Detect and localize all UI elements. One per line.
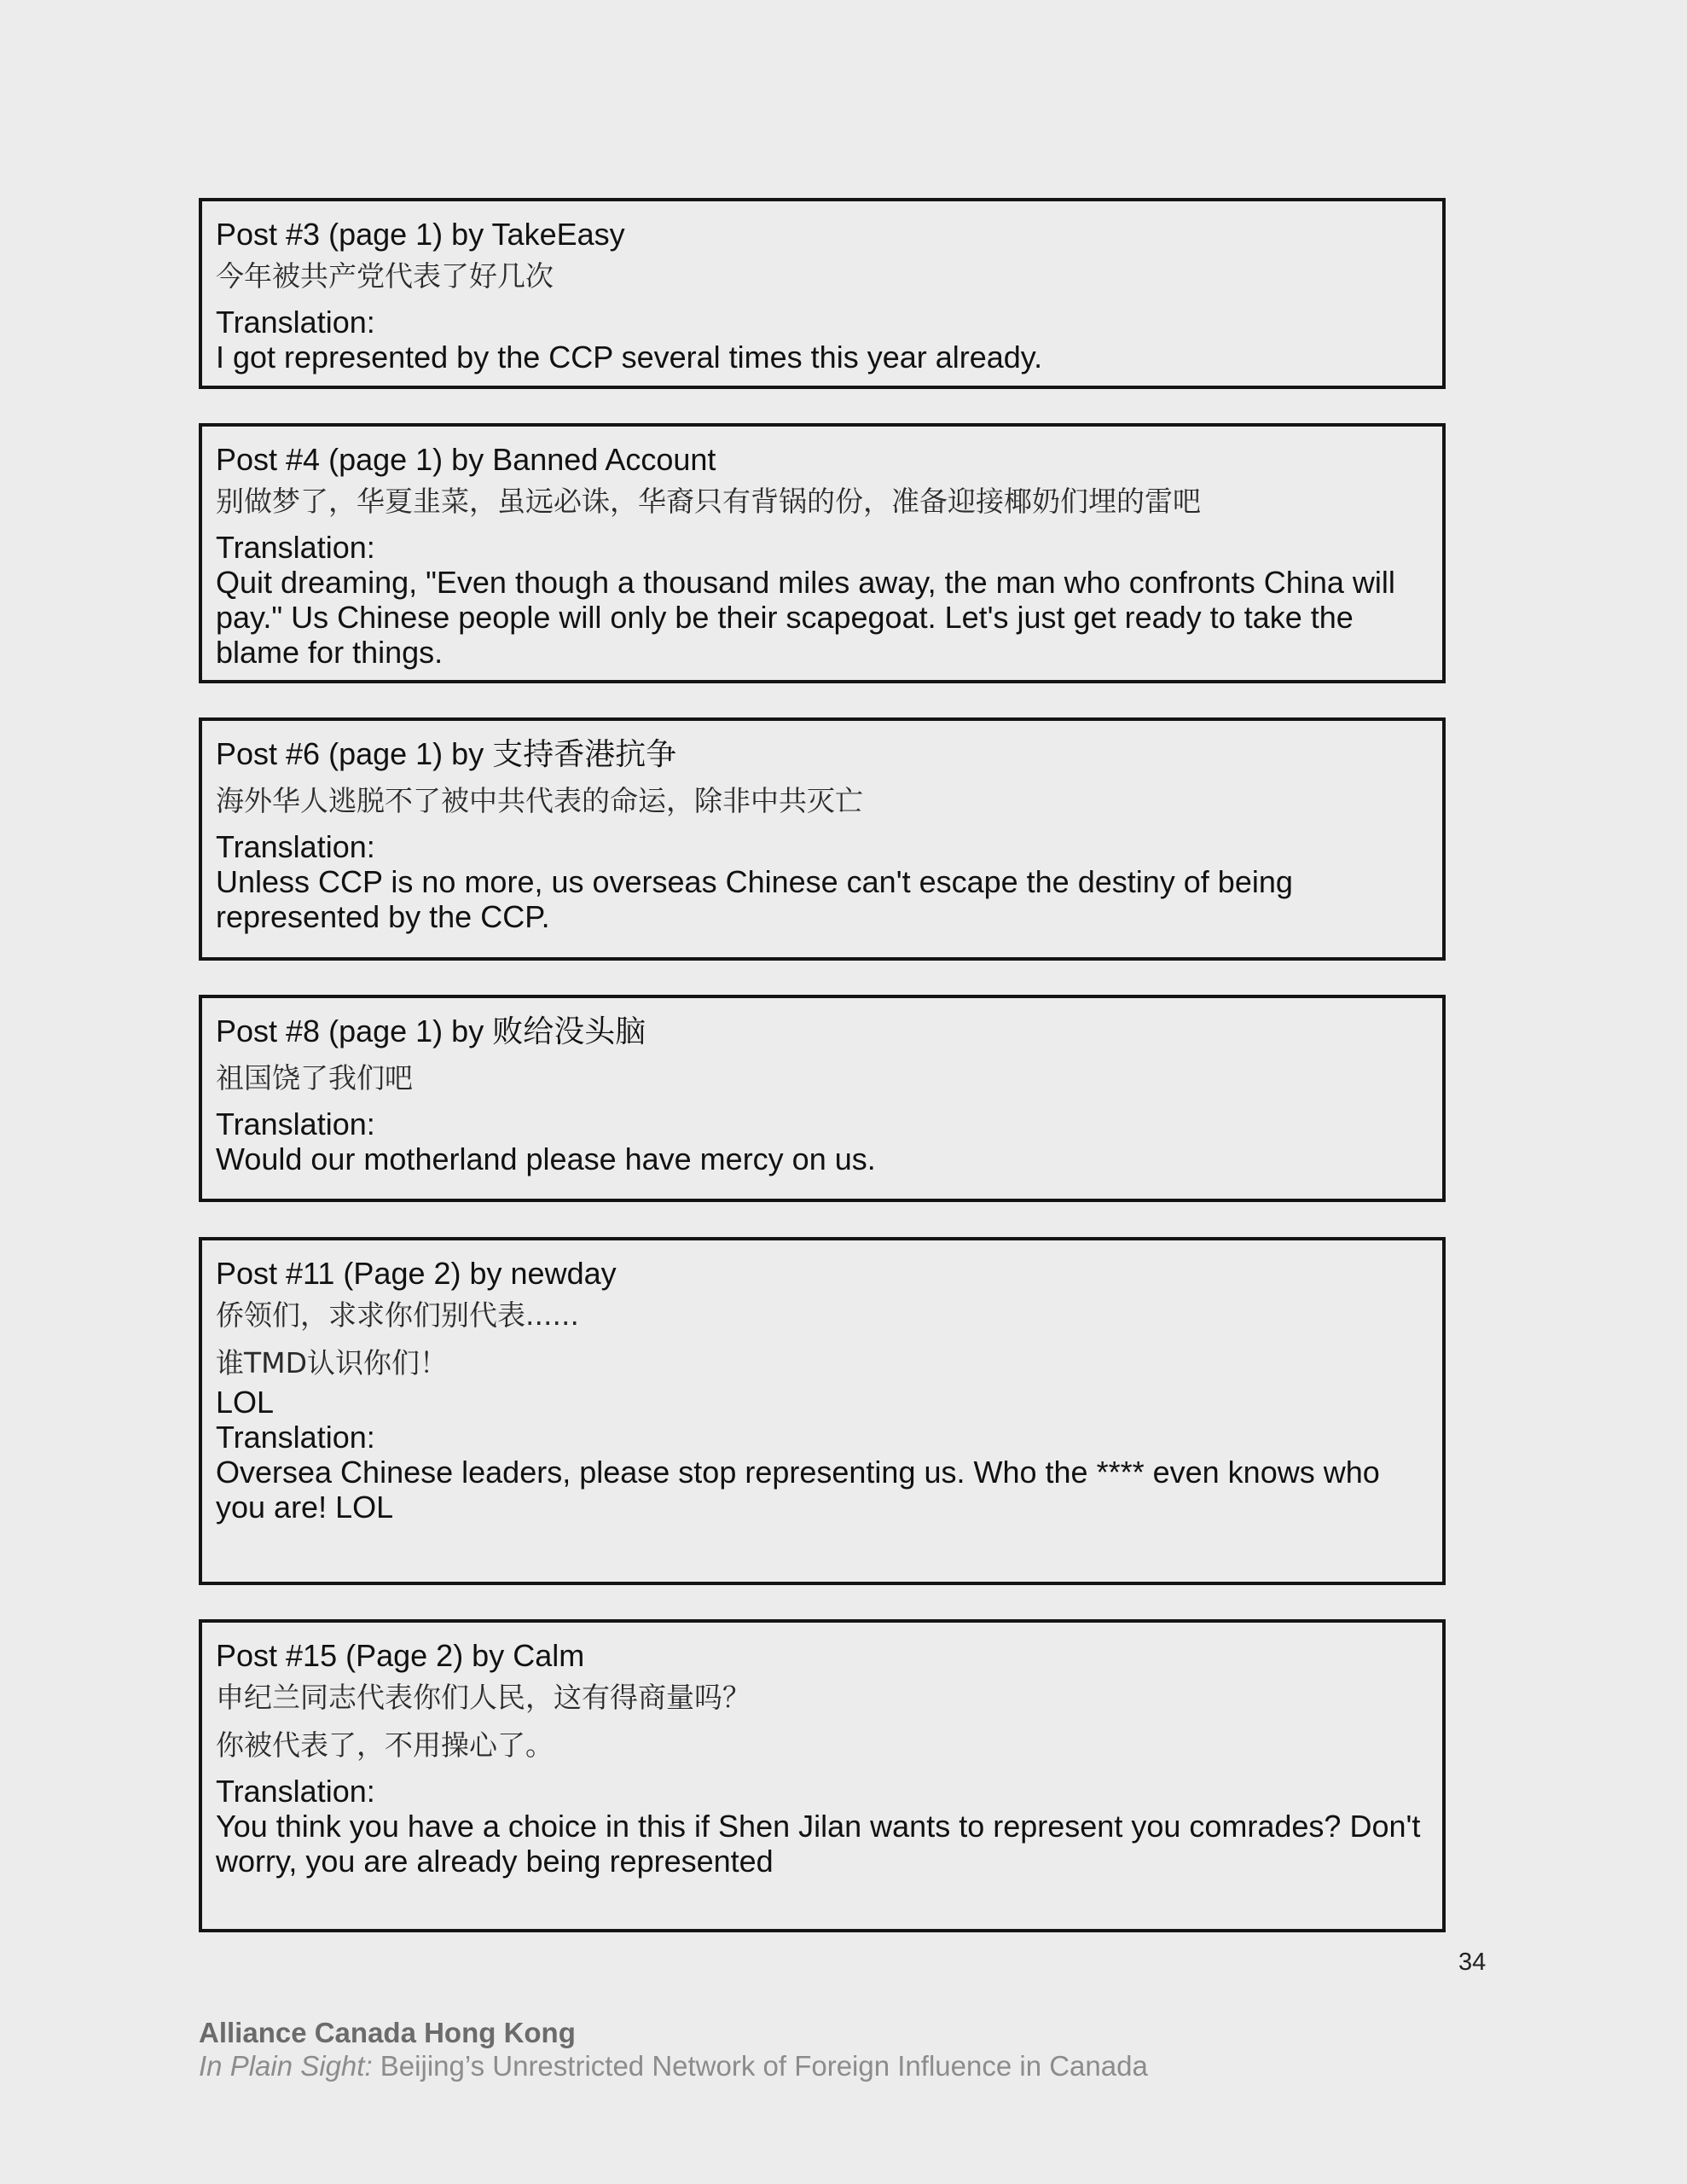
post-box bbox=[199, 423, 1446, 683]
post-chinese-text: 别做梦了，华夏韭菜，虽远必诛，华裔只有背锅的份，准备迎接椰奶们埋的雷吧 bbox=[216, 485, 1201, 518]
translation-label: Translation: bbox=[216, 305, 375, 340]
footer-organization: Alliance Canada Hong Kong bbox=[199, 2017, 576, 2048]
post-chinese-text: 你被代表了，不用操心了。 bbox=[216, 1728, 554, 1762]
post-chinese-text: 申纪兰同志代表你们人民，这有得商量吗？ bbox=[216, 1681, 751, 1714]
translation-label: Translation: bbox=[216, 1774, 375, 1809]
post-header: Post #3 (page 1) by TakeEasy bbox=[216, 217, 625, 252]
post-chinese-text: 祖国饶了我们吧 bbox=[216, 1061, 413, 1095]
translation-text: Quit dreaming, "Even though a thousand miles away, the man who confronts China will pay." Us Chinese people will only be their scapegoat. Let's just get ready to take the blame for things. bbox=[216, 565, 1395, 670]
post-box bbox=[199, 717, 1446, 961]
post-box bbox=[199, 198, 1446, 389]
footer-title-italic: In Plain Sight: bbox=[199, 2050, 373, 2082]
translation-text: I got represented by the CCP several times this year already. bbox=[216, 340, 1043, 375]
post-chinese-text: 海外华人逃脱不了被中共代表的命运，除非中共灭亡 bbox=[216, 784, 863, 817]
post-chinese-text: 今年被共产党代表了好几次 bbox=[216, 259, 554, 293]
page-number: 34 bbox=[1458, 1949, 1487, 1976]
post-box bbox=[199, 1619, 1446, 1932]
post-header: Post #4 (page 1) by Banned Account bbox=[216, 442, 716, 477]
post-extra-text: LOL bbox=[216, 1385, 275, 1420]
post-chinese-text: 谁TMD认识你们！ bbox=[216, 1346, 449, 1380]
post-header: Post #6 (page 1) by 支持香港抗争 bbox=[216, 736, 677, 771]
footer-title-rest: Beijing’s Unrestricted Network of Foreign Influence in Canada bbox=[372, 2050, 1148, 2082]
translation-text: You think you have a choice in this if Shen Jilan wants to represent you comrades? Don't worry, you are already being represented bbox=[216, 1809, 1421, 1879]
translation-label: Translation: bbox=[216, 1107, 375, 1141]
post-header: Post #15 (Page 2) by Calm bbox=[216, 1638, 585, 1673]
translation-label: Translation: bbox=[216, 1420, 375, 1455]
translation-text: Oversea Chinese leaders, please stop representing us. Who the **** even knows who you are! LOL bbox=[216, 1455, 1380, 1525]
post-header: Post #11 (Page 2) by newday bbox=[216, 1256, 617, 1291]
footer-report-title bbox=[199, 2050, 1148, 2082]
translation-text: Would our motherland please have mercy on us. bbox=[216, 1141, 876, 1176]
post-box bbox=[199, 1237, 1446, 1585]
post-header: Post #8 (page 1) by 败给没头脑 bbox=[216, 1014, 646, 1048]
translation-text: Unless CCP is no more, us overseas Chinese can't escape the destiny of being represented by the CCP. bbox=[216, 864, 1293, 934]
translation-label: Translation: bbox=[216, 829, 375, 864]
post-box bbox=[199, 995, 1446, 1202]
post-chinese-text: 侨领们，求求你们别代表...... bbox=[216, 1298, 579, 1332]
translation-label: Translation: bbox=[216, 530, 375, 565]
